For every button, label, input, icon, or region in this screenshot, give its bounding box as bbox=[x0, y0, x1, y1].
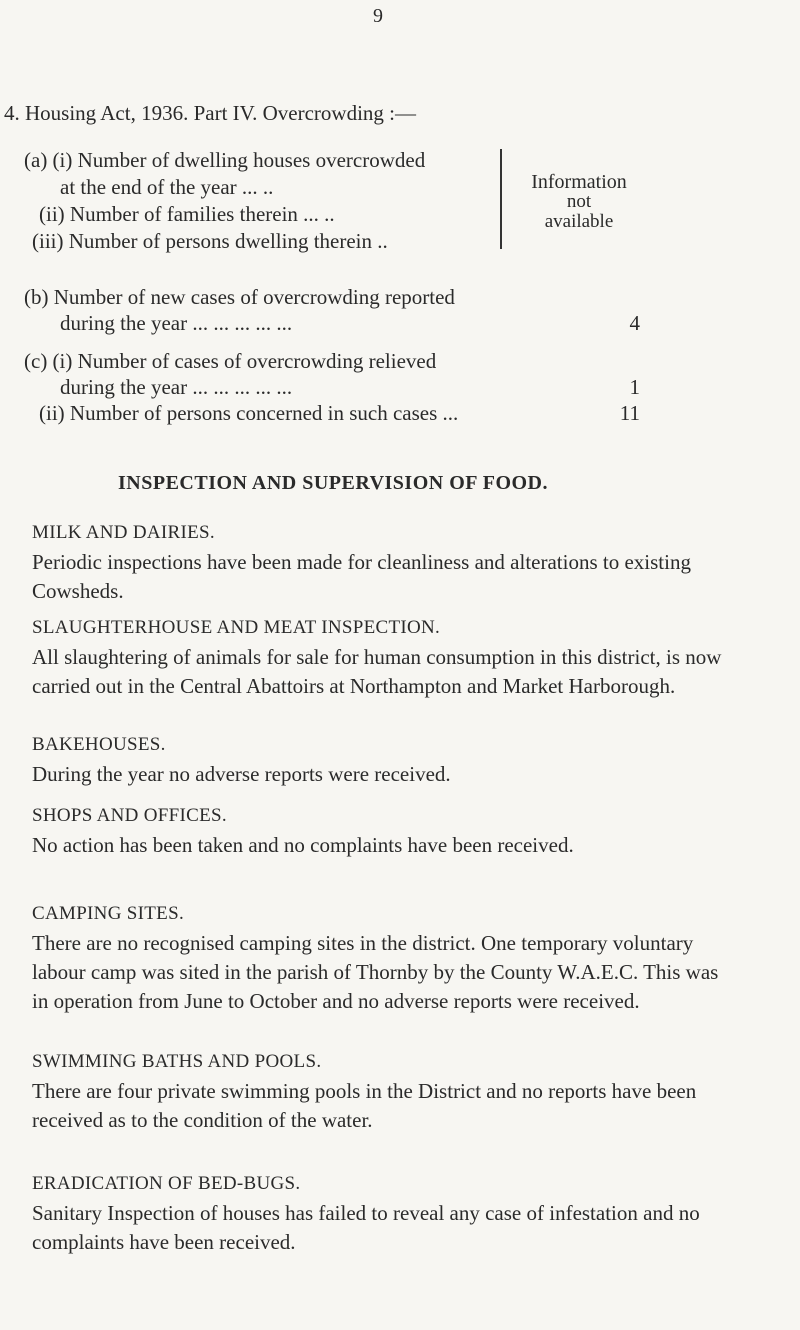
section-heading-slaughterhouse: SLAUGHTERHOUSE AND MEAT INSPECTION. bbox=[32, 617, 441, 638]
page-number: 9 bbox=[373, 5, 383, 27]
main-heading: INSPECTION AND SUPERVISION OF FOOD. bbox=[118, 472, 548, 494]
section-text-camping: There are no recognised camping sites in the district. One temporary voluntary labour camp was sited in the parish of Thornby by the County W.A.E.C. This was in operation from June to October and no adverse reports were received. bbox=[32, 931, 719, 1013]
housing-b-line2: during the year ... ... ... ... ... bbox=[60, 311, 293, 335]
section-heading-bedbugs: ERADICATION OF BED-BUGS. bbox=[32, 1173, 301, 1194]
housing-a-iii: (iii) Number of persons dwelling therein .. bbox=[32, 229, 388, 253]
section-heading-shops: SHOPS AND OFFICES. bbox=[32, 805, 227, 826]
section-heading-milk: MILK AND DAIRIES. bbox=[32, 522, 215, 543]
housing-c-ii-value: 11 bbox=[619, 401, 640, 425]
housing-a-i-line2: at the end of the year ... .. bbox=[60, 175, 274, 199]
housing-a-ii: (ii) Number of families therein ... .. bbox=[39, 202, 335, 226]
section-heading-camping: CAMPING SITES. bbox=[32, 903, 184, 924]
housing-c-i-line2: during the year ... ... ... ... ... bbox=[60, 375, 293, 399]
section-heading-swimming: SWIMMING BATHS AND POOLS. bbox=[32, 1051, 322, 1072]
section-text-shops: No action has been taken and no complaints have been received. bbox=[32, 833, 574, 857]
brace bbox=[500, 149, 502, 249]
section-text-slaughterhouse: All slaughtering of animals for sale for human consumption in this district, is now carried out in the Central Abattoirs at Northampton and Market Harborough. bbox=[32, 645, 722, 698]
info-line2: not bbox=[566, 191, 592, 212]
section-text-bedbugs: Sanitary Inspection of houses has failed to reveal any case of infestation and no complaints have been received. bbox=[32, 1201, 700, 1254]
housing-c-i-line1: (c) (i) Number of cases of overcrowding relieved bbox=[24, 349, 437, 373]
housing-a-i-line1: (a) (i) Number of dwelling houses overcrowded bbox=[24, 148, 426, 172]
info-line1: Information bbox=[531, 171, 627, 193]
info-line3: available bbox=[544, 211, 614, 232]
housing-act-title: 4. Housing Act, 1936. Part IV. Overcrowding :— bbox=[4, 101, 416, 125]
section-text-milk: Periodic inspections have been made for cleanliness and alterations to existing Cowsheds. bbox=[32, 550, 691, 603]
info-not-available bbox=[508, 172, 650, 232]
housing-c-ii: (ii) Number of persons concerned in such cases ... bbox=[39, 401, 459, 425]
section-text-swimming: There are four private swimming pools in the District and no reports have been received as to the condition of the water. bbox=[32, 1079, 697, 1132]
housing-b-value: 4 bbox=[629, 311, 640, 335]
section-text-bakehouses: During the year no adverse reports were received. bbox=[32, 762, 451, 786]
section-heading-bakehouses: BAKEHOUSES. bbox=[32, 734, 166, 755]
housing-c-i-value: 1 bbox=[629, 375, 640, 399]
housing-b-line1: (b) Number of new cases of overcrowding reported bbox=[24, 285, 455, 309]
